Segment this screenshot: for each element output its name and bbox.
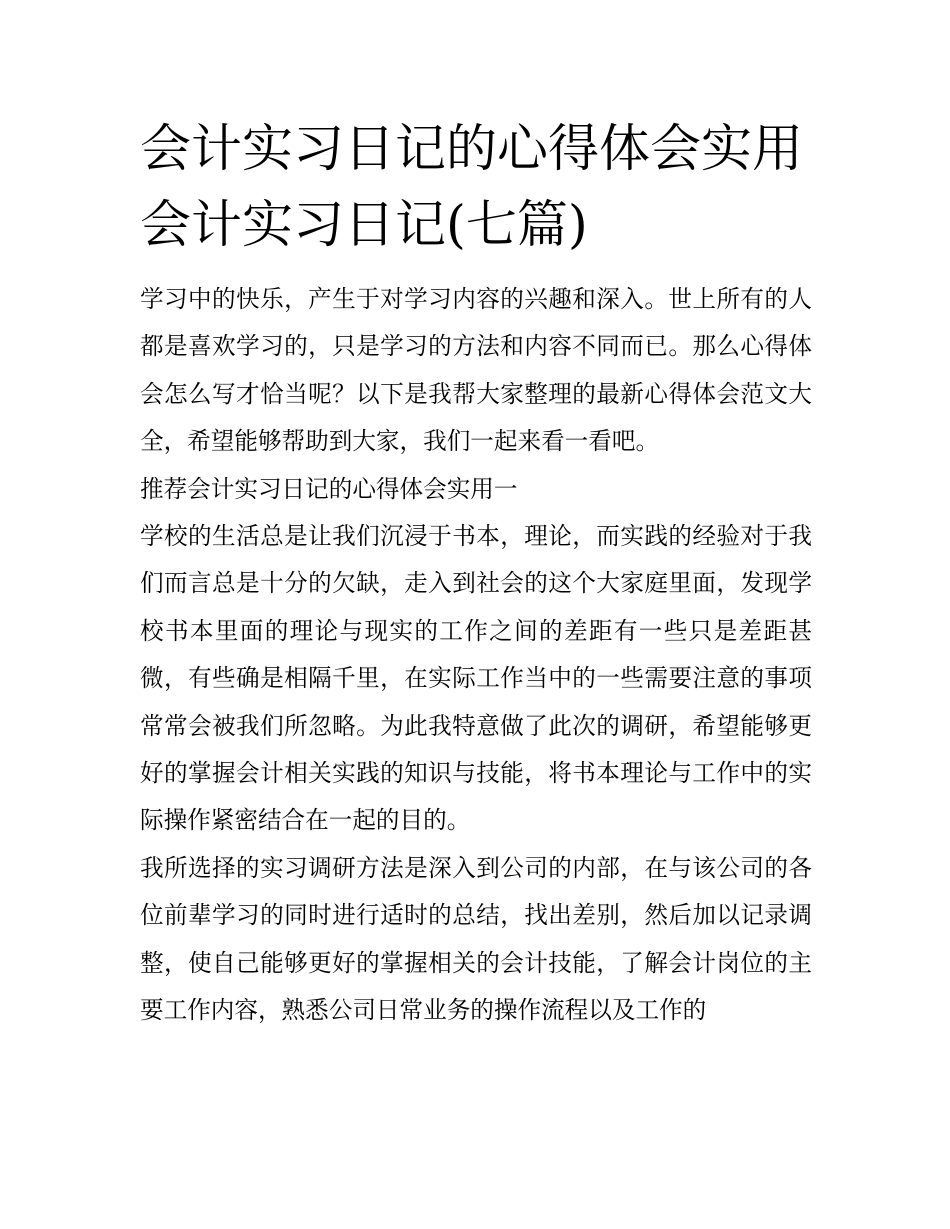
title-line-2: 会计实习日记(七篇) [140,196,588,255]
body-paragraph-1: 学校的生活总是让我们沉浸于书本，理论，而实践的经验对于我们而言总是十分的欠缺，走入到社会的这个大家庭里面，发现学校书本里面的理论与现实的工作之间的差距有一些只是差距甚微，有些确是相隔千里，在实际工作当中的一些需要注意的事项常常会被我们所忽略。为此我特意做了此次的调研，希望能够更好的掌握会计相关实践的知识与技能，将书本理论与工作中的实际操作紧密结合在一起的目的。 [140,522,812,835]
document-title [140,112,812,264]
intro-paragraph: 学习中的快乐，产生于对学习内容的兴趣和深入。世上所有的人都是喜欢学习的，只是学习的方法和内容不同而已。那么心得体会怎么写才恰当呢？以下是我帮大家整理的最新心得体会范文大全，希望能够帮助到大家，我们一起来看一看吧。 [140,285,812,456]
title-line-1: 会计实习日记的心得体会实用 [140,120,804,179]
section-heading: 推荐会计实习日记的心得体会实用一 [140,474,518,503]
document-content [140,112,812,1035]
document-body [140,276,812,1035]
body-paragraph-2: 我所选择的实习调研方法是深入到公司的内部，在与该公司的各位前辈学习的同时进行适时的总结，找出差别，然后加以记录调整，使自己能够更好的掌握相关的会计技能，了解会计岗位的主要工作内容，熟悉公司日常业务的操作流程以及工作的 [140,853,812,1025]
